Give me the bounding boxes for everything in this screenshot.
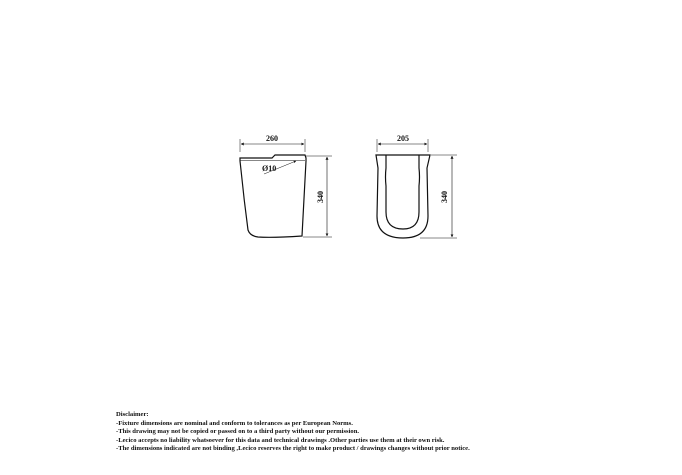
side-height-dimension (303, 156, 332, 237)
front-width-dimension (377, 134, 428, 152)
hole-callout (262, 161, 296, 174)
side-width-dimension (240, 134, 305, 152)
disclaimer-title: Disclaimer: (116, 411, 149, 418)
disclaimer-line: -This drawing may not be copied or passed on to a third party without our permission. (116, 428, 360, 436)
disclaimer-line: -The dimensions indicated are not binding ,Lecico reserves the right to make product / drawings changes without prior notice. (116, 445, 470, 453)
disclaimer-block (116, 411, 676, 454)
disclaimer-line: -Fixture dimensions are nominal and conform to tolerances as per European Norms. (116, 419, 353, 427)
side-width-label: 260 (266, 134, 278, 143)
front-inner-outline (386, 155, 420, 229)
front-height-dimension (420, 155, 457, 238)
disclaimer-line: -Lecico accepts no liability whatsoever for this data and technical drawings .Other parties use them at their own risk. (116, 436, 445, 444)
front-height-label: 340 (440, 191, 449, 203)
hole-label: Ø10 (262, 164, 277, 173)
front-view (376, 134, 457, 238)
side-view (240, 134, 332, 237)
side-height-label: 340 (316, 191, 325, 203)
front-width-label: 205 (397, 134, 409, 143)
front-outer-outline (376, 155, 430, 238)
